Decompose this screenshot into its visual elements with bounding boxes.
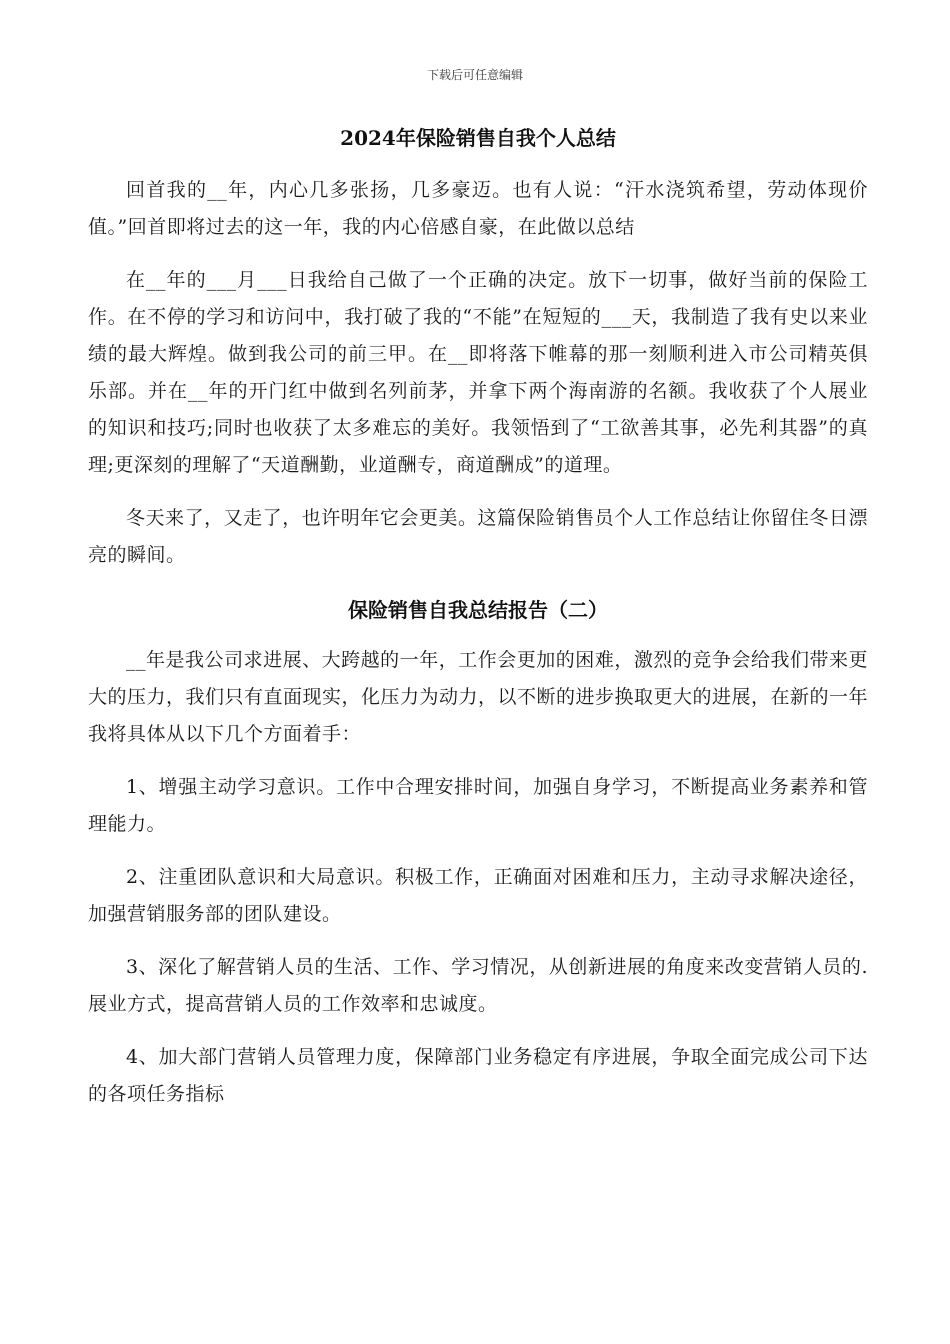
- header-note: 下载后可任意编辑: [426, 68, 523, 82]
- paragraph: 冬天来了，又走了，也许明年它会更美。这篇保险销售员个人工作总结让你留住冬日漂亮的瞬间。: [88, 507, 868, 566]
- paragraph: 在__年的___月___日我给自己做了一个正确的决定。放下一切事，做好当前的保险工作。在不停的学习和访问中，我打破了我的“不能”在短短的___天，我制造了我有史以来业绩的最大辉煌。做到我公司的前三甲。在__即将落下帷幕的那一刻顺利进入市公司精英俱乐部。并在__年的开门红中做到名列前茅，并拿下两个海南游的名额。我收获了个人展业的知识和技巧;同时也收获了太多难忘的美好。我领悟到了“工欲善其事，必先利其器”的真理;更深刻的理解了“天道酬勤，业道酬专，商道酬成”的道理。: [88, 269, 868, 476]
- section-title: 保险销售自我总结报告（二）: [348, 598, 608, 622]
- document-body: [88, 118, 868, 1129]
- list-item: 4、加大部门营销人员管理力度，保障部门业务稳定有序进展，争取全面完成公司下达的各项任务指标: [88, 1046, 868, 1105]
- document-title: 2024年保险销售自我个人总结: [340, 126, 616, 150]
- list-item: 3、深化了解营销人员的生活、工作、学习情况，从创新进展的角度来改变营销人员的.展业方式，提高营销人员的工作效率和忠诚度。: [88, 956, 868, 1015]
- list-item: 1、增强主动学习意识。工作中合理安排时间，加强自身学习，不断提高业务素养和管理能力。: [88, 776, 868, 835]
- paragraph: 回首我的__年，内心几多张扬，几多豪迈。也有人说：“汗水浇筑希望，劳动体现价值。”回首即将过去的这一年，我的内心倍感自豪，在此做以总结: [88, 179, 868, 238]
- list-item: 2、注重团队意识和大局意识。积极工作，正确面对困难和压力，主动寻求解决途径，加强营销服务部的团队建设。: [88, 866, 868, 925]
- paragraph: __年是我公司求进展、大跨越的一年，工作会更加的困难，激烈的竞争会给我们带来更大的压力，我们只有直面现实，化压力为动力，以不断的进步换取更大的进展，在新的一年我将具体从以下几个方面着手：: [88, 649, 869, 745]
